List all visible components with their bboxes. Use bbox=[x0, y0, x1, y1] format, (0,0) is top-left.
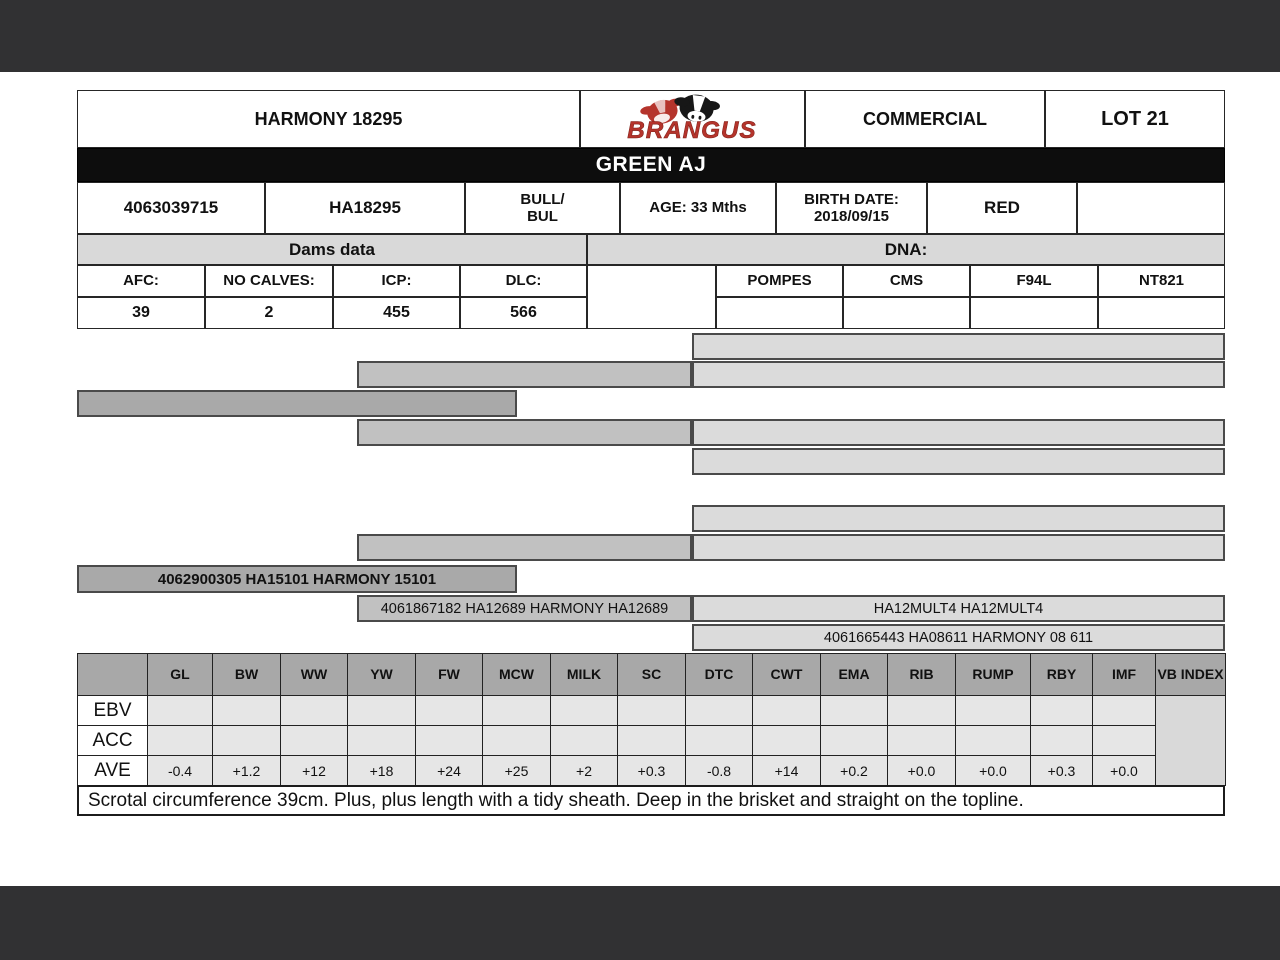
pedigree-sire-ancestor-box bbox=[692, 448, 1225, 475]
ebv-col-header: MILK bbox=[551, 654, 618, 696]
pedigree-dam-box: 4062900305 HA15101 HARMONY 15101 bbox=[77, 565, 517, 593]
ave-value: +0.0 bbox=[888, 756, 956, 786]
ebv-col-header: RIB bbox=[888, 654, 956, 696]
birth-date-label: BIRTH DATE: bbox=[804, 190, 899, 208]
comment-line: Scrotal circumference 39cm. Plus, plus length with a tidy sheath. Deep in the brisket and straight on the topline. bbox=[77, 785, 1225, 816]
sex-line1: BULL/ bbox=[520, 190, 565, 208]
ave-value: +0.3 bbox=[1031, 756, 1093, 786]
brangus-logo-text: BRANGUS bbox=[626, 116, 756, 144]
dams-dna-grid bbox=[77, 265, 1225, 329]
no-calves-label: NO CALVES: bbox=[205, 265, 333, 297]
ebv-col-header: RBY bbox=[1031, 654, 1093, 696]
animal-name: HARMONY 18295 bbox=[77, 90, 580, 148]
ebv-row-label: EBV bbox=[78, 696, 148, 726]
dna-col-pompes: POMPES bbox=[716, 265, 843, 297]
birth-date-cell bbox=[776, 182, 927, 234]
ebv-col-header: WW bbox=[281, 654, 348, 696]
ave-row-label: AVE bbox=[78, 756, 148, 786]
pedigree-sire-ancestor-box bbox=[692, 333, 1225, 360]
ebv-col-header: CWT bbox=[753, 654, 821, 696]
viewer-top-bar bbox=[0, 0, 1280, 72]
sex-line2: BUL bbox=[527, 208, 558, 225]
brand-logo bbox=[580, 90, 805, 148]
ebv-col-header: IMF bbox=[1093, 654, 1156, 696]
dna-col-cms: CMS bbox=[843, 265, 970, 297]
age-cell: AGE: 33 Mths bbox=[620, 182, 776, 234]
dlc-value: 566 bbox=[460, 297, 587, 329]
ebv-header-row bbox=[78, 654, 1226, 696]
ave-value: -0.8 bbox=[686, 756, 753, 786]
ebv-col-header-vb-index: VB INDEX bbox=[1156, 654, 1226, 696]
ave-value: -0.4 bbox=[148, 756, 213, 786]
ave-value: +0.2 bbox=[821, 756, 888, 786]
ebv-col-header: GL bbox=[148, 654, 213, 696]
acc-row-label: ACC bbox=[78, 726, 148, 756]
ebv-col-header: MCW bbox=[483, 654, 551, 696]
colour-cell: RED bbox=[927, 182, 1077, 234]
ave-value: +24 bbox=[416, 756, 483, 786]
ebv-corner-cell bbox=[78, 654, 148, 696]
ebv-col-header: DTC bbox=[686, 654, 753, 696]
ebv-table bbox=[77, 653, 1226, 786]
dna-title: DNA: bbox=[587, 234, 1225, 265]
lot-number: LOT 21 bbox=[1045, 90, 1225, 148]
ebv-col-header: RUMP bbox=[956, 654, 1031, 696]
ave-value: +18 bbox=[348, 756, 416, 786]
category: COMMERCIAL bbox=[805, 90, 1045, 148]
pedigree-dam-ancestor-box bbox=[692, 534, 1225, 561]
no-calves-value: 2 bbox=[205, 297, 333, 329]
pedigree-sire-parent-box bbox=[357, 419, 692, 446]
pedigree-dam-sire-dam-box: 4061665443 HA08611 HARMONY 08 611 bbox=[692, 624, 1225, 651]
pedigree-sire-ancestor-box bbox=[692, 419, 1225, 446]
icp-label: ICP: bbox=[333, 265, 460, 297]
ave-value: +25 bbox=[483, 756, 551, 786]
ebv-col-header: SC bbox=[618, 654, 686, 696]
ebv-col-header: YW bbox=[348, 654, 416, 696]
lot-card bbox=[77, 90, 1225, 329]
id-number: 4063039715 bbox=[77, 182, 265, 234]
dna-col-f94l: F94L bbox=[970, 265, 1098, 297]
dna-value-f94l bbox=[970, 297, 1098, 329]
vb-index-value-cell bbox=[1156, 696, 1226, 786]
ave-value: +0.0 bbox=[1093, 756, 1156, 786]
ave-value: +0.0 bbox=[956, 756, 1031, 786]
acc-row bbox=[78, 726, 1226, 756]
dna-spacer-cell bbox=[587, 265, 716, 329]
dna-value-cms bbox=[843, 297, 970, 329]
pedigree-dam-sire-box: 4061867182 HA12689 HARMONY HA12689 bbox=[357, 595, 692, 622]
title-row bbox=[77, 90, 1225, 148]
dna-col-nt821: NT821 bbox=[1098, 265, 1225, 297]
brangus-logo-icon bbox=[598, 92, 788, 146]
ave-value: +14 bbox=[753, 756, 821, 786]
dlc-label: DLC: bbox=[460, 265, 587, 297]
empty-cell bbox=[1077, 182, 1225, 234]
pedigree-dam-ancestor-box bbox=[692, 505, 1225, 532]
pedigree-sire-parent-box bbox=[357, 361, 692, 388]
pedigree-sire-ancestor-box bbox=[692, 361, 1225, 388]
identity-row bbox=[77, 182, 1225, 234]
ave-value: +0.3 bbox=[618, 756, 686, 786]
icp-value: 455 bbox=[333, 297, 460, 329]
ave-value: +1.2 bbox=[213, 756, 281, 786]
tag-number: HA18295 bbox=[265, 182, 465, 234]
afc-label: AFC: bbox=[77, 265, 205, 297]
ebv-col-header: FW bbox=[416, 654, 483, 696]
pedigree-dam-parent-box bbox=[357, 534, 692, 561]
section-header-row bbox=[77, 234, 1225, 265]
pedigree-dam-sire-sire-box: HA12MULT4 HA12MULT4 bbox=[692, 595, 1225, 622]
viewer-bottom-bar bbox=[0, 886, 1280, 960]
birth-date-value: 2018/09/15 bbox=[813, 208, 890, 225]
owner-bar: GREEN AJ bbox=[77, 148, 1225, 182]
ebv-col-header: EMA bbox=[821, 654, 888, 696]
pedigree-sire-box bbox=[77, 390, 517, 417]
ave-value: +12 bbox=[281, 756, 348, 786]
ave-row bbox=[78, 756, 1226, 786]
dna-value-pompes bbox=[716, 297, 843, 329]
afc-value: 39 bbox=[77, 297, 205, 329]
dna-value-nt821 bbox=[1098, 297, 1225, 329]
ebv-row bbox=[78, 696, 1226, 726]
ave-value: +2 bbox=[551, 756, 618, 786]
ebv-col-header: BW bbox=[213, 654, 281, 696]
sex-cell bbox=[465, 182, 620, 234]
dams-data-title: Dams data bbox=[77, 234, 587, 265]
